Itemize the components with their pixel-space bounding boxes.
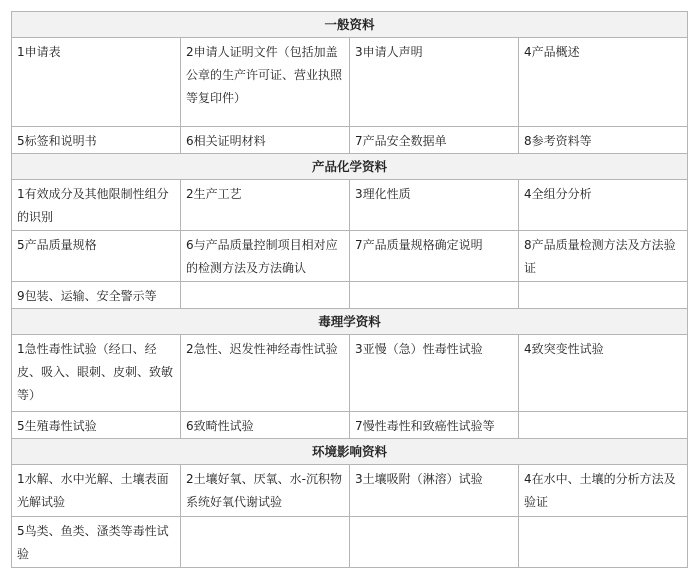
- table-cell: 9包装、运输、安全警示等: [12, 282, 181, 309]
- table-cell: 2土壤好氧、厌氧、水-沉积物系统好氧代谢试验: [181, 465, 350, 517]
- table-row: [12, 282, 688, 309]
- table-row: [12, 127, 688, 154]
- section-header-toxicology: [12, 309, 688, 335]
- table-cell: 3土壤吸附（淋溶）试验: [350, 465, 519, 517]
- table-row: [12, 465, 688, 517]
- table-cell: 4致突变性试验: [519, 335, 688, 412]
- table-cell: 5鸟类、鱼类、溞类等毒性试验: [12, 517, 181, 568]
- table-cell: [350, 517, 519, 568]
- table-cell: 2生产工艺: [181, 180, 350, 231]
- table-row: [12, 335, 688, 412]
- table-cell: 1急性毒性试验（经口、经皮、吸入、眼刺、皮刺、致敏等）: [12, 335, 181, 412]
- table-cell: 1有效成分及其他限制性组分的识别: [12, 180, 181, 231]
- table-cell: 4产品概述: [519, 38, 688, 127]
- table-cell: 2急性、迟发性神经毒性试验: [181, 335, 350, 412]
- section-title: 一般资料: [12, 12, 688, 38]
- section-header-environment: [12, 439, 688, 465]
- table-cell: 6相关证明材料: [181, 127, 350, 154]
- table-cell: 7产品质量规格确定说明: [350, 231, 519, 282]
- table-cell: 5生殖毒性试验: [12, 412, 181, 439]
- table-row: [12, 517, 688, 568]
- document-table-container: [11, 11, 688, 568]
- table-row: [12, 38, 688, 127]
- table-cell: [519, 412, 688, 439]
- table-row: [12, 412, 688, 439]
- table-row: [12, 180, 688, 231]
- section-title: 产品化学资料: [12, 154, 688, 180]
- table-cell: 6致畸性试验: [181, 412, 350, 439]
- section-title: 环境影响资料: [12, 439, 688, 465]
- table-cell: [519, 282, 688, 309]
- table-cell: 8参考资料等: [519, 127, 688, 154]
- table-cell: 3亚慢（急）性毒性试验: [350, 335, 519, 412]
- section-title: 毒理学资料: [12, 309, 688, 335]
- table-cell: 8产品质量检测方法及方法验证: [519, 231, 688, 282]
- table-cell: 3申请人声明: [350, 38, 519, 127]
- table-cell: 2申请人证明文件（包括加盖公章的生产许可证、营业执照等复印件）: [181, 38, 350, 127]
- table-cell: [519, 517, 688, 568]
- table-cell: 4在水中、土壤的分析方法及验证: [519, 465, 688, 517]
- registration-materials-table: [11, 11, 688, 568]
- table-row: [12, 231, 688, 282]
- table-cell: [181, 517, 350, 568]
- table-cell: [350, 282, 519, 309]
- table-cell: 4全组分分析: [519, 180, 688, 231]
- table-cell: [181, 282, 350, 309]
- section-header-chemistry: [12, 154, 688, 180]
- table-cell: 6与产品质量控制项目相对应的检测方法及方法确认: [181, 231, 350, 282]
- table-cell: 7产品安全数据单: [350, 127, 519, 154]
- table-cell: 1水解、水中光解、土壤表面光解试验: [12, 465, 181, 517]
- table-cell: 7慢性毒性和致癌性试验等: [350, 412, 519, 439]
- table-cell: 5标签和说明书: [12, 127, 181, 154]
- table-cell: 1申请表: [12, 38, 181, 127]
- table-cell: 3理化性质: [350, 180, 519, 231]
- section-header-general: [12, 12, 688, 38]
- table-cell: 5产品质量规格: [12, 231, 181, 282]
